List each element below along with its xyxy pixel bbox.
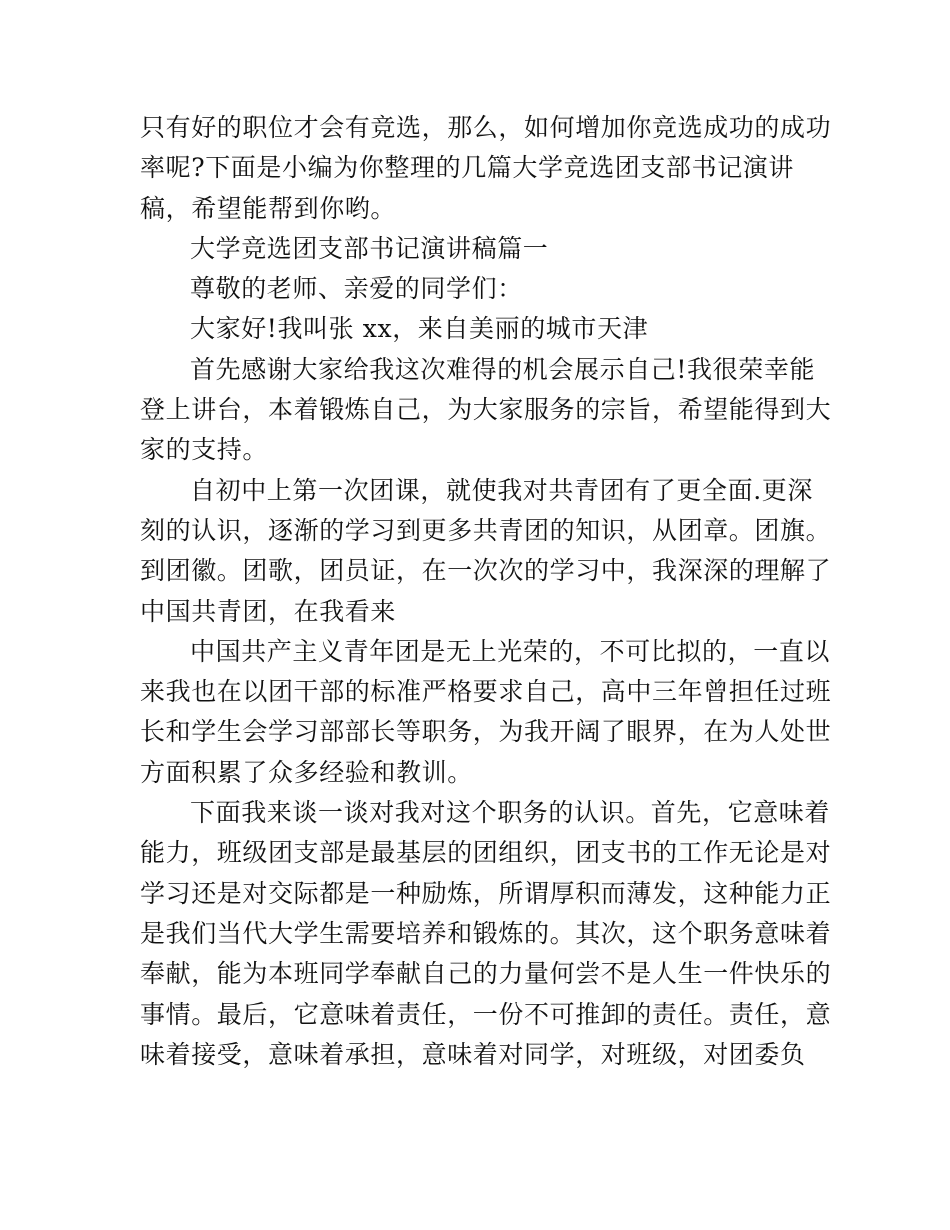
- text-line: 到团徽。团歌，团员证，在一次次的学习中，我深深的理解了: [140, 556, 832, 586]
- text-line: 味着接受，意味着承担，意味着对同学，对班级，对团委负: [140, 1039, 806, 1069]
- text-line: 中国共产主义青年团是无上光荣的，不可比拟的，一直以: [190, 636, 831, 666]
- text-line: 下面我来谈一谈对我对这个职务的认识。首先，它意味着: [190, 798, 831, 828]
- greeting-line: 大家好!我叫张 xx，来自美丽的城市天津: [190, 314, 649, 344]
- text-line: 事情。最后，它意味着责任，一份不可推卸的责任。责任，意: [140, 999, 832, 1029]
- text-line: 中国共青团，在我看来: [140, 596, 397, 626]
- text-line: 登上讲台，本着锻炼自己，为大家服务的宗旨，希望能得到大: [140, 395, 832, 425]
- text-line: 来我也在以团干部的标准严格要求自己，高中三年曾担任过班: [140, 677, 832, 707]
- text-line: 刻的认识，逐渐的学习到更多共青团的知识，从团章。团旗。: [140, 515, 832, 545]
- text-line: 首先感谢大家给我这次难得的机会展示自己!我很荣幸能: [190, 354, 816, 384]
- text-line: 自初中上第一次团课，就使我对共青团有了更全面.更深: [190, 475, 813, 505]
- salutation: 尊敬的老师、亲爱的同学们：: [190, 274, 523, 304]
- text-line: 方面积累了众多经验和教训。: [140, 757, 473, 787]
- text-line: 奉献，能为本班同学奉献自己的力量何尝不是人生一件快乐的: [140, 959, 832, 989]
- text-line: 学习还是对交际都是一种励炼，所谓厚积而薄发，这种能力正: [140, 878, 832, 908]
- text-line: 稿，希望能帮到你哟。: [140, 193, 397, 223]
- section-heading: 大学竞选团支部书记演讲稿篇一: [190, 233, 549, 263]
- text-line: 家的支持。: [140, 435, 269, 465]
- text-line: 只有好的职位才会有竞选，那么，如何增加你竞选成功的成功: [140, 113, 832, 142]
- text-line: 率呢?下面是小编为你整理的几篇大学竞选团支部书记演讲: [140, 153, 795, 183]
- text-line: 是我们当代大学生需要培养和锻炼的。其次，这个职务意味着: [140, 918, 832, 948]
- text-line: 能力，班级团支部是最基层的团组织，团支书的工作无论是对: [140, 838, 832, 868]
- text-line: 长和学生会学习部部长等职务，为我开阔了眼界，在为人处世: [140, 717, 832, 747]
- document-body: [140, 108, 832, 1075]
